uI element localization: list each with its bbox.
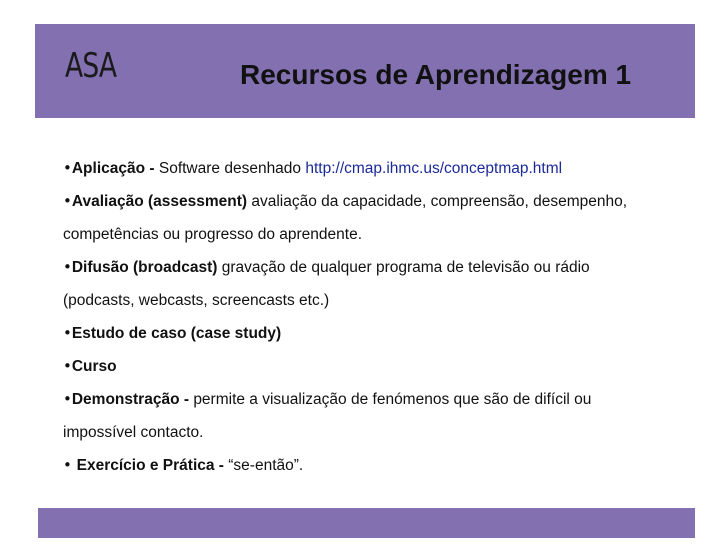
item-term: Exercício e Prática - [76, 457, 229, 474]
asa-logo: ASA [65, 46, 117, 86]
item-continuation: competências ou progresso do aprendente. [63, 226, 363, 243]
item-text: gravação de qualquer programa de televisão ou rádio [221, 259, 590, 276]
list-item-difusao [63, 251, 683, 284]
item-term: Curso [71, 358, 117, 375]
bullet-icon: • [63, 357, 72, 375]
bullet-icon: • [63, 324, 72, 342]
list-item-curso [63, 350, 683, 383]
item-term: Difusão (broadcast) [71, 259, 222, 276]
header-band [35, 24, 695, 118]
item-term: Demonstração - [71, 391, 194, 408]
list-item-difusao-continuation [63, 284, 683, 317]
bullet-icon: • [63, 258, 72, 276]
list-item-demonstracao-continuation [63, 416, 683, 449]
list-item-avaliacao [63, 185, 683, 218]
item-text: Software desenhado [158, 160, 306, 177]
item-continuation: (podcasts, webcasts, screencasts etc.) [63, 292, 330, 309]
item-term: Aplicação - [71, 160, 159, 177]
item-term: Avaliação (assessment) [71, 193, 252, 210]
cmap-link[interactable]: http://cmap.ihmc.us/conceptmap.html [305, 160, 563, 177]
bullet-list [63, 152, 683, 482]
slide-title: Recursos de Aprendizagem 1 [240, 59, 632, 90]
list-item-exercicio [63, 449, 683, 482]
list-item-avaliacao-continuation [63, 218, 683, 251]
item-term: Estudo de caso (case study) [71, 325, 282, 342]
bullet-icon: • [63, 159, 72, 177]
list-item-estudo-de-caso [63, 317, 683, 350]
bullet-icon: • [63, 390, 72, 408]
item-continuation: impossível contacto. [63, 424, 204, 441]
list-item-aplicacao [63, 152, 683, 185]
item-text: “se-então”. [228, 457, 304, 474]
item-text: permite a visualização de fenómenos que são de difícil ou [193, 391, 592, 408]
bullet-icon: • [63, 192, 72, 210]
footer-band [38, 508, 695, 538]
list-item-demonstracao [63, 383, 683, 416]
bullet-icon: • [63, 456, 77, 474]
item-text: avaliação da capacidade, compreensão, desempenho, [251, 193, 628, 210]
